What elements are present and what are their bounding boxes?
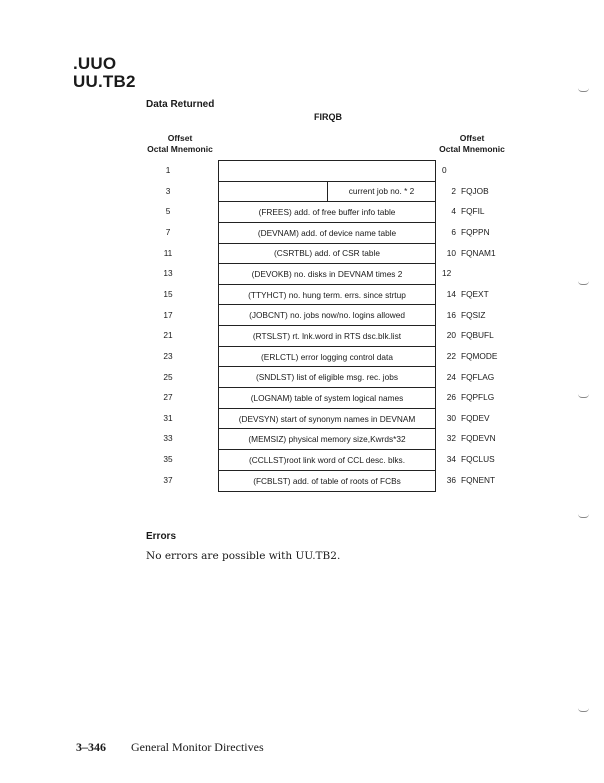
row-content: (TTYHCT) no. hung term. errs. since strtup bbox=[248, 289, 406, 300]
left-octal-offset: 13 bbox=[163, 268, 173, 279]
row-content: (LOGNAM) table of system logical names bbox=[250, 392, 404, 403]
right-octal-offset: 10 bbox=[446, 247, 456, 258]
right-octal-offset: 26 bbox=[446, 392, 456, 403]
right-octal-offset: 0 bbox=[442, 165, 447, 175]
margin-mark bbox=[578, 281, 589, 285]
right-offset-entry bbox=[442, 392, 494, 402]
table-row bbox=[219, 182, 435, 203]
block-title: FIRQB bbox=[314, 112, 342, 122]
row-content: (DEVSYN) start of synonym names in DEVNAM bbox=[238, 413, 416, 424]
table-row bbox=[219, 202, 435, 223]
table-row bbox=[219, 471, 435, 492]
right-offset-entry bbox=[442, 330, 494, 340]
left-column-header bbox=[140, 133, 220, 155]
left-octal-offset: 1 bbox=[165, 165, 171, 175]
row-cell-high-byte bbox=[219, 182, 328, 202]
table-row bbox=[219, 429, 435, 450]
right-octal-offset: 36 bbox=[446, 474, 456, 485]
field-mnemonic: FQFIL bbox=[461, 206, 485, 217]
table-row bbox=[219, 285, 435, 306]
row-content: (CSRTBL) add. of CSR table bbox=[274, 248, 380, 259]
left-octal-offset: 31 bbox=[163, 412, 173, 423]
right-offset-entry bbox=[442, 165, 461, 175]
right-offset-entry bbox=[442, 289, 489, 299]
table-row bbox=[219, 367, 435, 388]
field-mnemonic: FQEXT bbox=[461, 288, 489, 299]
left-octal-offset: 33 bbox=[163, 433, 173, 444]
right-octal-offset: 16 bbox=[446, 309, 456, 320]
right-offset-entry bbox=[442, 454, 495, 464]
right-column-header bbox=[430, 133, 514, 155]
field-mnemonic: FQMODE bbox=[461, 350, 498, 361]
left-octal-offset: 15 bbox=[163, 288, 173, 299]
right-offset-entry bbox=[442, 248, 496, 258]
margin-mark bbox=[578, 514, 589, 518]
right-octal-offset: 24 bbox=[446, 371, 456, 382]
field-mnemonic: FQNAM1 bbox=[461, 247, 496, 258]
table-row bbox=[219, 450, 435, 471]
table-row bbox=[219, 264, 435, 285]
right-offset-entry bbox=[442, 433, 496, 443]
page-number: 3–346 bbox=[76, 740, 106, 754]
row-cell-low-byte: current job no. * 2 bbox=[348, 186, 415, 197]
right-octal-offset: 22 bbox=[446, 350, 456, 361]
field-mnemonic: FQPPN bbox=[461, 226, 490, 237]
field-mnemonic: FQCLUS bbox=[461, 454, 495, 465]
row-content: (DEVOKB) no. disks in DEVNAM times 2 bbox=[251, 269, 403, 280]
right-offset-entry bbox=[442, 268, 461, 278]
left-octal-offset: 27 bbox=[163, 392, 173, 403]
right-octal-offset: 32 bbox=[446, 433, 456, 444]
field-mnemonic: FQNENT bbox=[461, 474, 496, 485]
left-octal-offset: 25 bbox=[163, 371, 173, 382]
right-offset-entry bbox=[442, 186, 489, 196]
errors-heading: Errors bbox=[146, 531, 177, 542]
right-offset-entry bbox=[442, 413, 490, 423]
row-content: (FCBLST) add. of table of roots of FCBs bbox=[253, 475, 401, 486]
right-offset-entry bbox=[442, 475, 495, 485]
table-row bbox=[219, 244, 435, 265]
field-mnemonic: FQDEV bbox=[461, 412, 490, 423]
table-row bbox=[219, 388, 435, 409]
margin-mark bbox=[578, 708, 589, 712]
right-offset-entry bbox=[442, 372, 494, 382]
field-mnemonic: FQBUFL bbox=[461, 330, 494, 341]
margin-mark bbox=[578, 394, 589, 398]
firqb-structure-table bbox=[218, 160, 436, 492]
field-mnemonic: FQDEVN bbox=[461, 433, 496, 444]
left-octal-offset: 5 bbox=[165, 206, 171, 217]
right-octal-offset: 30 bbox=[446, 412, 456, 423]
right-offset-entry bbox=[442, 206, 485, 216]
left-octal-offset: 17 bbox=[163, 309, 173, 320]
right-octal-offset: 6 bbox=[451, 226, 456, 237]
row-content: (MEMSIZ) physical memory size,Kwrds*32 bbox=[248, 434, 406, 445]
row-content: (JOBCNT) no. jobs now/no. logins allowed bbox=[249, 310, 405, 321]
section-title: General Monitor Directives bbox=[131, 740, 264, 754]
directive-group-title: .UUO bbox=[73, 54, 117, 73]
table-row bbox=[219, 305, 435, 326]
row-content: (SNDLST) list of eligible msg. rec. jobs bbox=[255, 372, 398, 383]
page-footer bbox=[76, 740, 264, 755]
right-offset-entry bbox=[442, 310, 485, 320]
field-mnemonic: FQJOB bbox=[461, 185, 489, 196]
field-mnemonic: FQSIZ bbox=[461, 309, 486, 320]
left-octal-offset: 37 bbox=[163, 474, 173, 485]
right-octal-offset: 14 bbox=[446, 288, 456, 299]
table-row bbox=[219, 347, 435, 368]
errors-text: No errors are possible with UU.TB2. bbox=[146, 550, 341, 562]
left-octal-offset: 3 bbox=[165, 185, 171, 196]
left-octal-offset: 23 bbox=[163, 350, 173, 361]
data-returned-heading: Data Returned bbox=[146, 99, 215, 110]
table-row bbox=[219, 161, 435, 182]
right-column-header-offset: Offset bbox=[459, 133, 485, 143]
left-octal-offset: 11 bbox=[163, 247, 173, 258]
right-offset-entry bbox=[442, 351, 497, 361]
table-row bbox=[219, 326, 435, 347]
left-octal-offset: 7 bbox=[165, 226, 171, 237]
row-content: (RTSLST) rt. lnk.word in RTS dsc.blk.list bbox=[252, 330, 402, 341]
table-row bbox=[219, 409, 435, 430]
right-octal-offset: 12 bbox=[442, 268, 452, 279]
field-mnemonic: FQFLAG bbox=[461, 371, 495, 382]
right-offset-entry bbox=[442, 227, 490, 237]
directive-name-title: UU.TB2 bbox=[73, 72, 136, 91]
right-octal-offset: 20 bbox=[446, 330, 456, 341]
row-content: (FREES) add. of free buffer info table bbox=[258, 207, 396, 218]
left-octal-offset: 21 bbox=[163, 330, 173, 341]
row-content: (ERLCTL) error logging control data bbox=[261, 351, 393, 362]
right-octal-offset: 34 bbox=[446, 454, 456, 465]
right-column-header-octal: Octal Mnemonic bbox=[439, 144, 505, 154]
right-octal-offset: 2 bbox=[451, 185, 456, 196]
right-octal-offset: 4 bbox=[451, 206, 456, 217]
row-content: (DEVNAM) add. of device name table bbox=[257, 227, 397, 238]
left-octal-offset: 35 bbox=[163, 454, 173, 465]
left-column-header-offset: Offset bbox=[167, 133, 193, 143]
row-content: (CCLLST)root link word of CCL desc. blks. bbox=[249, 454, 405, 465]
table-row bbox=[219, 223, 435, 244]
field-mnemonic: FQPFLG bbox=[461, 392, 495, 403]
left-column-header-octal: Octal Mnemonic bbox=[147, 144, 213, 154]
margin-mark bbox=[578, 88, 589, 92]
